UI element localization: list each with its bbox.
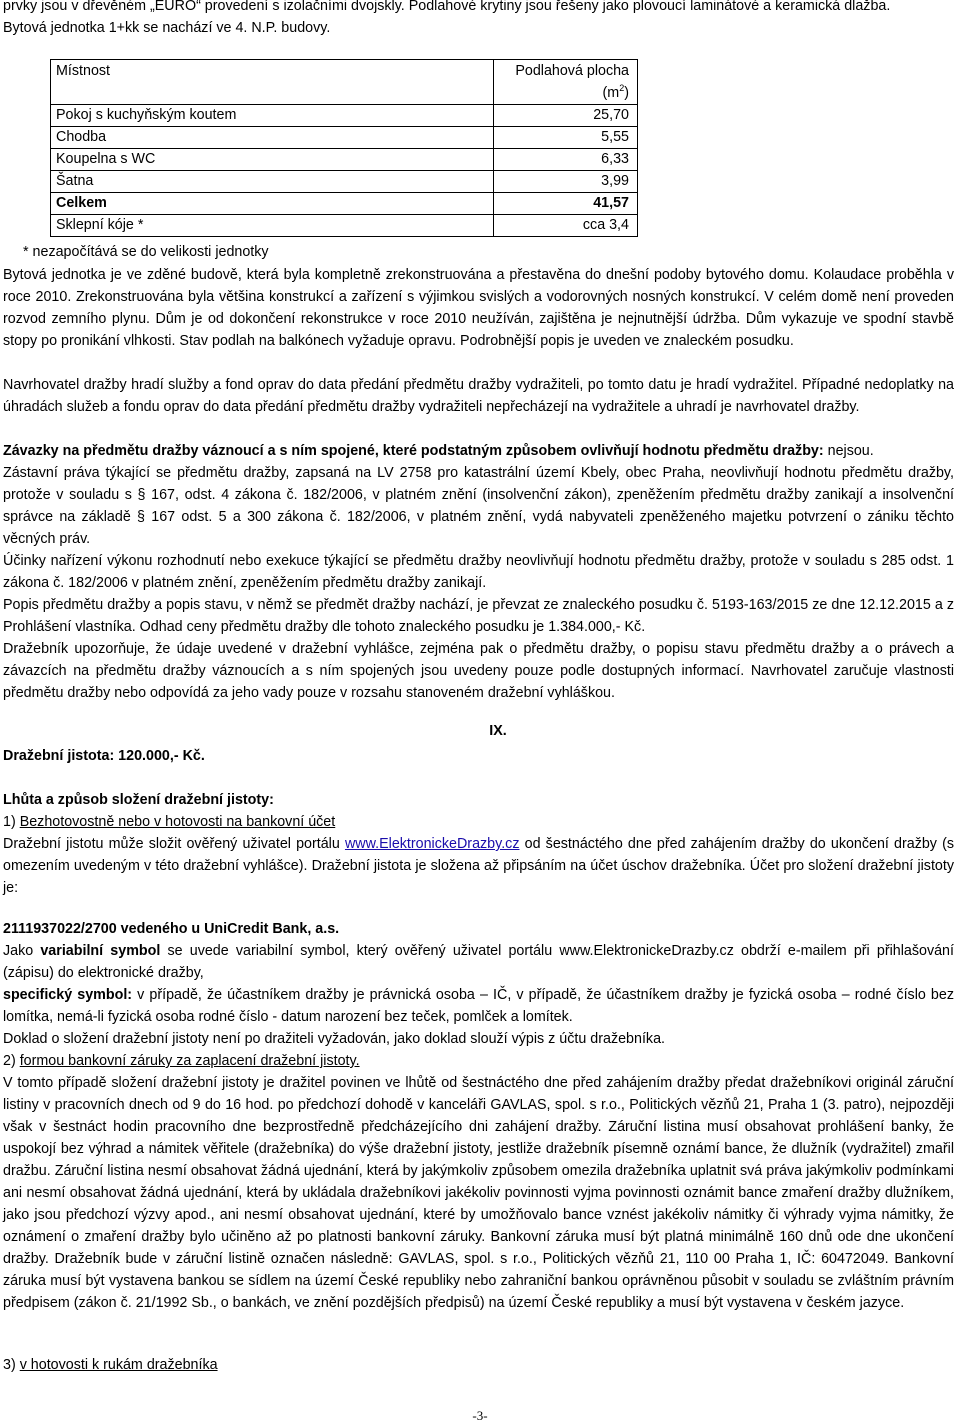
- method-1-title: Bezhotovostně nebo v hotovosti na bankovní účet: [19, 814, 336, 830]
- table-row: [51, 127, 638, 149]
- intro-line-2: Bytová jednotka 1+kk se nachází ve 4. N.P. budovy.: [3, 20, 331, 36]
- intro-paragraph: [3, 0, 954, 39]
- portal-link[interactable]: www.ElektronickeDrazby.cz: [344, 836, 520, 852]
- room-area: 5,55: [494, 127, 638, 149]
- intro-line-1: prvky jsou v dřevěném „EURO“ provedení s izolačními dvojskly. Podlahové krytiny jsou řešeny jako plovoucí laminátové a keramická dlažba.: [3, 0, 891, 14]
- variable-symbol-paragraph: [3, 940, 954, 984]
- header-area-label: Podlahová plocha: [515, 63, 629, 79]
- method-3-number: 3): [3, 1357, 20, 1373]
- building-description: Bytová jednotka je ve zděné budově, která byla kompletně zrekonstruována a přestavěna do dnešní podoby bytového domu. Kolaudace proběhla v roce 2010. Zrekonstruována byla většina konstrukcí a zařízení s výjimkou svislých a vodorovných nosných konstrukcí. V celém domě není proveden rozvod zemního plynu. Dům je od dokončení rekonstrukce v roce 2010 neužíván, zajištěna je nejnutnější údržba. Dům vykazuje ve spodní stavbě stopy po pronikání vlhkosti. Stav podlah na balkónech vyžaduje opravu. Podrobnější popis je uveden ve znaleckém posudku.: [3, 267, 954, 349]
- effects-paragraph: Účinky nařízení výkonu rozhodnutí nebo exekuce týkající se předmětu dražby neovlivňují hodnotu předmětu dražby, protože v souladu s 285 odst. 1 zákona č. 182/2006 v platném znění, zpeněžením předmětu dražby zanikají.: [3, 553, 954, 591]
- method-2-heading: [3, 1050, 954, 1072]
- table-header-row: [51, 60, 638, 105]
- method-1-text-a: Dražební jistotu může složit ověřený uživatel portálu: [3, 836, 345, 852]
- header-unit-sup: 2: [619, 83, 625, 94]
- header-unit-post: ): [624, 85, 629, 101]
- table-row: [51, 149, 638, 171]
- page-number: -3-: [472, 1408, 488, 1423]
- header-unit-pre: (m: [602, 85, 620, 101]
- header-room: Místnost: [51, 60, 494, 105]
- room-area: cca 3,4: [494, 215, 638, 237]
- method-3-heading: [3, 1354, 954, 1376]
- method-1-heading: [3, 811, 954, 833]
- method-2-number: 2): [3, 1053, 20, 1069]
- defects-heading: Závazky na předmětu dražby váznoucí a s ním spojené, které podstatným způsobem ovlivňují hodnotu předmětu dražby:: [3, 443, 824, 459]
- section-number: IX.: [489, 723, 507, 739]
- method-1-number: 1): [3, 814, 20, 830]
- table-total-row: [51, 193, 638, 215]
- appraisal-paragraph: Popis předmětu dražby a popis stavu, v němž se předmět dražby nachází, je převzat ze znaleckého posudku č. 5193-163/2015 ze dne 12.12.2015 a z Prohlášení vlastníka. Odhad ceny předmětu dražby dle tohoto znaleckého posudku je 1.384.000,- Kč.: [3, 597, 954, 635]
- vs-label: variabilní symbol: [40, 943, 161, 959]
- defects-paragraph: [3, 440, 954, 462]
- room-name: Pokoj s kuchyňským koutem: [51, 105, 494, 127]
- vs-prefix: Jako: [3, 943, 41, 959]
- vs-text: se uvede variabilní symbol, který ověřený uživatel portálu www.ElektronickeDrazby.cz obdrží e-mailem při přihlašování (zápisu) do elektronické dražby,: [3, 943, 954, 981]
- fees-paragraph: Navrhovatel dražby hradí služby a fond oprav do data předání předmětu dražby vydražiteli, po tomto datu je hradí vydražitel. Případné nedoplatky na úhradách služeb a fondu oprav do data předání předmětu dražby vydražiteli nepřecházejí na vydražitele a uhradí je navrhovatel dražby.: [3, 377, 954, 415]
- bank-account: 2111937022/2700 vedeného u UniCredit Bank, a.s.: [3, 921, 340, 937]
- room-name: Celkem: [51, 193, 494, 215]
- room-area: 3,99: [494, 171, 638, 193]
- liens-paragraph: Zástavní práva týkající se předmětu dražby, zapsaná na LV 2758 pro katastrální území Kbely, obec Praha, neovlivňují hodnotu předmětu dražby, protože v souladu s § 167, odst. 4 zákona č. 182/2006, v platném znění (insolvenční zákon), zpeněžením předmětu dražby zanikají a insolvenční správce na základě § 167 odst. 5 a 300 zákona č. 182/2006, v platném znění, vydá nabyvateli zpeněženého majetku potvrzení o zániku těchto věcných práv.: [3, 465, 954, 547]
- room-area: 6,33: [494, 149, 638, 171]
- method-3-title: v hotovosti k rukám dražebníka: [19, 1357, 218, 1373]
- ss-text: v případě, že účastníkem dražby je právnická osoba – IČ, v případě, že účastníkem dražby je fyzická osoba – rodné číslo bez lomítka, nemá-li fyzická osoba rodné číslo - datum narození bez teček, pomlček a lomítek.: [3, 987, 954, 1025]
- deposit-method-title: Lhůta a způsob složení dražební jistoty:: [3, 792, 274, 808]
- room-name: Koupelna s WC: [51, 149, 494, 171]
- header-area: [494, 60, 638, 105]
- warning-paragraph: Dražebník upozorňuje, že údaje uvedené v dražební vyhlášce, zejména pak o předmětu dražby, o popisu stavu předmětu dražby a o právech a závazcích na předmětu dražby váznoucích a s ním spojených jsou uvedeny pouze podle dostupných informací. Navrhovatel zaručuje vlastnosti předmětu dražby nebo odpovídá za jeho vady pouze v rozsahu stanoveném dražební vyhláškou.: [3, 641, 954, 701]
- method-1-paragraph: [3, 833, 954, 899]
- ss-label: specifický symbol:: [3, 987, 133, 1003]
- room-area: 41,57: [494, 193, 638, 215]
- rooms-table: [50, 59, 638, 237]
- guarantee-paragraph: V tomto případě složení dražební jistoty je dražitel povinen ve lhůtě od šestnáctého dne před zahájením dražby předat dražebníkovi originál záruční listiny v pracovních dnech od 9 do 16 hod. po předchozí dohodě v kanceláři GAVLAS, spol. s r.o., Politických vězňů 21, Praha 1 (3. patro), nejpozději však v šestnáct hodin pracovního dne bezprostředně předcházejícího dni zahájení dražby. Záruční listina musí obsahovat prohlášení banky, že uspokojí bez výhrad a námitek věřitele (dražebníka) do výše dražební jistoty, jestliže dražebník písemně oznámí bance, že dlužník (vydražitel) zmařil dražbu. Záruční listina nesmí obsahovat žádná ujednání, která by jakýmkoliv způsobem omezila dražebníka uplatnit svá práva jakýmkoliv podmínkami ani nesmí obsahovat žádná ujednání, která by ukládala dražebníkovi jakékoliv povinnosti vyjma povinnosti oznámit bance zmaření dražby dlužníkem, jako jsou předchozí výzvy apod., ani nesmí obsahovat ujednání, které by umožňovalo bance vznést jakékoliv námitky či výhrady vyjma námitky, že oznámení o zmaření dražby bylo učiněno až po platnosti bankovní záruky. Bankovní záruka musí být platná minimálně 160 dnů ode dne ukončení dražby. Dražebník bude v záruční listině označen následně: GAVLAS, spol. s r.o., Politických vězňů 21, 110 00 Praha 1, IČ: 60472049. Bankovní záruka musí být vystavena bankou se sídlem na území České republiky nebo zahraniční bankou oprávněnou působit v souladu se zvláštním právním předpisem (zákon č. 21/1992 Sb., o bankách, ve znění pozdějších předpisů) na území České republiky a musí být vystavena v českém jazyce.: [3, 1075, 954, 1311]
- deposit-amount: Dražební jistota: 120.000,- Kč.: [3, 748, 205, 764]
- room-name: Chodba: [51, 127, 494, 149]
- method-2-title: formou bankovní záruky za zaplacení dražební jistoty.: [19, 1053, 360, 1069]
- table-row: [51, 105, 638, 127]
- specific-symbol-paragraph: [3, 984, 954, 1028]
- table-footnote: * nezapočítává se do velikosti jednotky: [23, 244, 269, 260]
- room-name: Sklepní kóje *: [51, 215, 494, 237]
- defects-answer: nejsou.: [823, 443, 874, 459]
- room-area: 25,70: [494, 105, 638, 127]
- table-row: [51, 171, 638, 193]
- proof-paragraph: Doklad o složení dražební jistoty není po dražiteli vyžadován, jako doklad slouží výpis z účtu dražebníka.: [3, 1031, 665, 1047]
- method-1-text-b: od šestnáctého dne před zahájením dražby do ukončení dražby (s omezením uvedeným v této dražební vyhlášce). Dražební jistota je složena až připsáním na účet úschov dražebníka. Účet pro složení dražební jistoty je:: [3, 836, 955, 896]
- table-row: [51, 215, 638, 237]
- room-name: Šatna: [51, 171, 494, 193]
